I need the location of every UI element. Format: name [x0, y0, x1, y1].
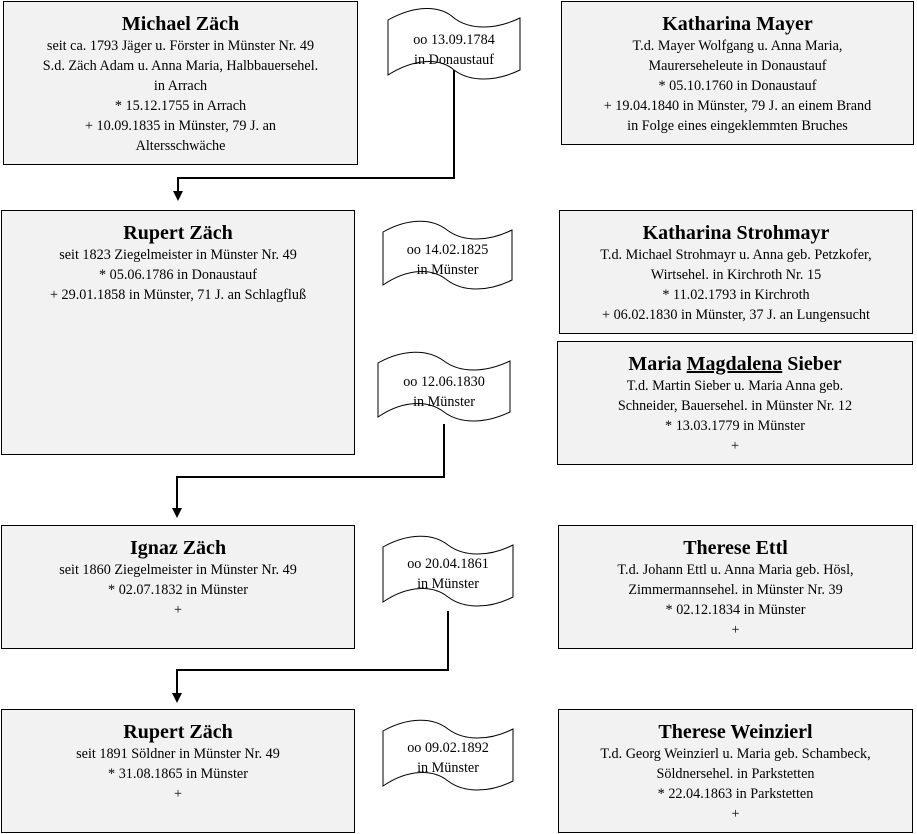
person-detail-line: + 10.09.1835 in Münster, 79 J. an [84, 118, 277, 134]
marriage-date: oo 12.06.1830 [403, 374, 485, 390]
person-detail-line: * 11.02.1793 in Kirchroth [662, 287, 810, 303]
marriage-place: in Münster [417, 760, 479, 776]
marriage-label-4 [383, 554, 513, 594]
marriage-label-1 [388, 30, 520, 70]
person-name: Therese Ettl [683, 537, 788, 559]
person-detail-line: Wirtsehel. in Kirchroth Nr. 15 [650, 267, 822, 283]
person-detail-line: + [730, 438, 739, 454]
marriage-label-5 [383, 738, 513, 778]
marriage-place: in Donaustauf [414, 52, 494, 68]
person-name: Rupert Zäch [123, 222, 233, 244]
person-detail-line: Söldnersehel. in Parkstetten [656, 766, 815, 782]
person-detail-line: seit ca. 1793 Jäger u. Förster in Münster Nr. 49 [46, 38, 315, 54]
person-detail-line: seit 1891 Söldner in Münster Nr. 49 [76, 746, 280, 762]
person-rupert-zaech-1786 [1, 210, 355, 455]
person-rupert-zaech-1865 [1, 709, 355, 833]
person-detail-line: * 22.04.1863 in Parkstetten [657, 786, 814, 802]
person-detail-line: + 29.01.1858 in Münster, 71 J. an Schlagfluß [49, 287, 307, 303]
person-detail-line: Zimmermannsehel. in Münster Nr. 39 [628, 582, 843, 598]
person-detail-line: in Folge eines eingeklemmten Bruches [627, 118, 848, 134]
person-detail-line: T.d. Mayer Wolfgang u. Anna Maria, [632, 38, 843, 54]
person-detail-line: + [173, 786, 182, 802]
person-detail-line: S.d. Zäch Adam u. Anna Maria, Halbbauersehel. [42, 58, 319, 74]
person-detail-line: * 13.03.1779 in Münster [665, 418, 805, 434]
person-detail-line: in Arrach [153, 78, 208, 94]
marriage-place: in Münster [417, 576, 479, 592]
person-detail-line: * 15.12.1755 in Arrach [114, 98, 247, 114]
marriage-place: in Münster [416, 262, 479, 278]
name-part-callname: Magdalena [686, 353, 783, 375]
person-detail-line: + [731, 622, 740, 638]
person-detail-line: T.d. Martin Sieber u. Maria Anna geb. [626, 378, 844, 394]
marriage-date: oo 09.02.1892 [407, 740, 489, 756]
person-detail-line: * 05.06.1786 in Donaustauf [98, 267, 258, 283]
person-detail-line: * 02.07.1832 in Münster [108, 582, 248, 598]
marriage-label-2 [383, 240, 512, 280]
person-detail-line: Maurerseheleute in Donaustauf [648, 58, 827, 74]
person-name: Michael Zäch [121, 13, 240, 35]
person-name: Rupert Zäch [123, 721, 233, 743]
person-maria-magdalena-sieber [557, 341, 913, 465]
person-name: Katharina Strohmayr [642, 222, 830, 244]
person-detail-line: * 05.10.1760 in Donaustauf [658, 78, 817, 94]
person-detail-line: + [731, 806, 740, 822]
marriage-date: oo 20.04.1861 [407, 556, 489, 572]
person-katharina-mayer [561, 1, 914, 145]
marriage-label-3 [378, 372, 510, 412]
person-detail-line: T.d. Johann Ettl u. Anna Maria geb. Hösl, [617, 562, 854, 578]
marriage-place: in Münster [413, 394, 475, 410]
person-detail-line: * 02.12.1834 in Münster [665, 602, 806, 618]
person-detail-line: * 31.08.1865 in Münster [108, 766, 248, 782]
person-name [558, 352, 912, 376]
person-therese-ettl [558, 525, 913, 649]
person-detail-line: Altersschwäche [135, 138, 226, 154]
person-katharina-strohmayr [559, 210, 913, 334]
person-name: Katharina Mayer [662, 13, 813, 35]
name-part-first: Maria [628, 353, 687, 375]
name-part-last: Sieber [782, 353, 842, 375]
person-name: Therese Weinzierl [658, 721, 813, 743]
marriage-date: oo 13.09.1784 [413, 32, 495, 48]
person-detail-line: Schneider, Bauersehel. in Münster Nr. 12 [617, 398, 853, 414]
marriage-date: oo 14.02.1825 [406, 242, 489, 258]
person-detail-line: + 06.02.1830 in Münster, 37 J. an Lungensucht [602, 307, 870, 323]
person-detail-line: seit 1860 Ziegelmeister in Münster Nr. 49 [59, 562, 297, 578]
person-detail-line: seit 1823 Ziegelmeister in Münster Nr. 49 [59, 247, 297, 263]
person-detail-line: T.d. Georg Weinzierl u. Maria geb. Schambeck, [600, 746, 871, 762]
person-detail-line: T.d. Michael Strohmayr u. Anna geb. Petzkofer, [600, 247, 872, 263]
person-detail-line: + 19.04.1840 in Münster, 79 J. an einem Brand [603, 98, 872, 114]
person-ignaz-zaech [1, 525, 355, 649]
person-michael-zaech [3, 1, 358, 165]
person-therese-weinzierl [558, 709, 913, 833]
person-name: Ignaz Zäch [129, 537, 227, 559]
person-detail-line: + [173, 602, 182, 618]
